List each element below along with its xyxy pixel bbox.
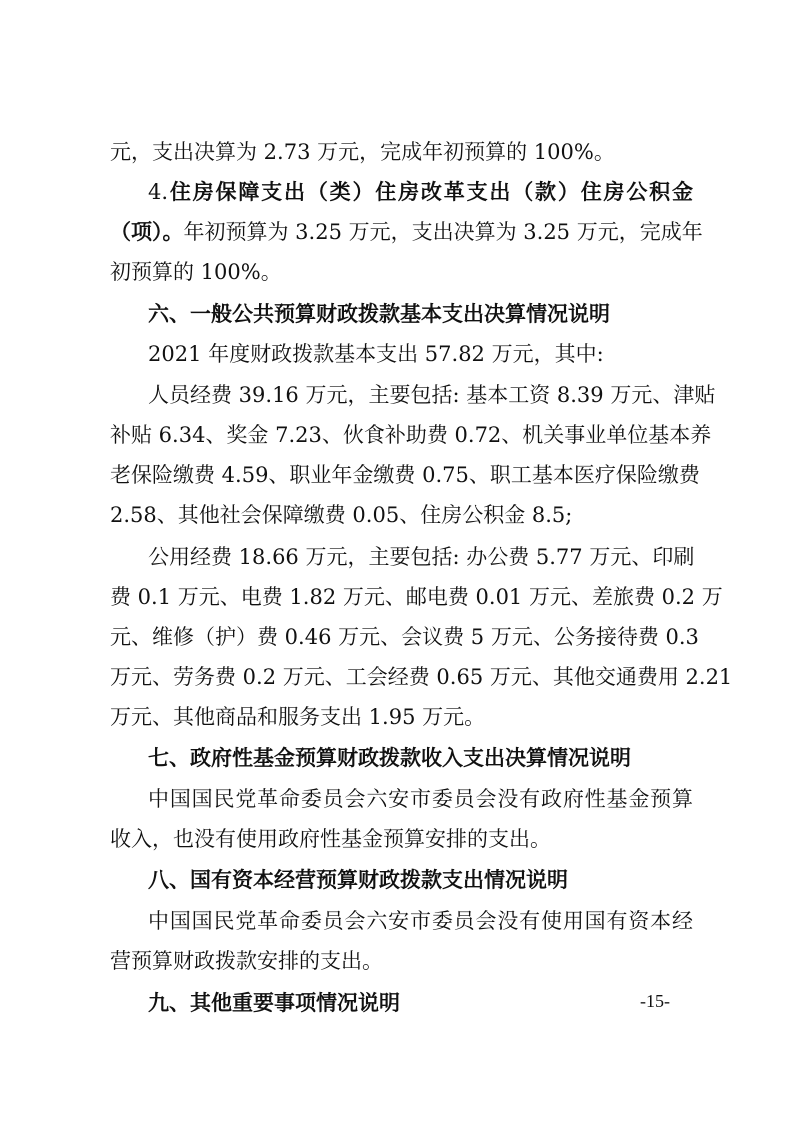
item-title-end: （项）。: [110, 220, 184, 244]
page-number: -15-: [640, 991, 670, 1011]
section-heading-9: 九、其他重要事项情况说明: [148, 991, 400, 1015]
item-4-line: [148, 172, 693, 212]
paragraph-line: 人员经费 39.16 万元，主要包括: 基本工资 8.39 万元、津贴: [148, 383, 716, 407]
paragraph-line: 2.58、其他社会保障缴费 0.05、住房公积金 8.5;: [110, 503, 573, 527]
section-heading-6: 六、一般公共预算财政拨款基本支出决算情况说明: [148, 302, 610, 326]
paragraph-line: 补贴 6.34、奖金 7.23、伙食补助费 0.72、机关事业单位基本养: [110, 423, 712, 447]
item-4-line: [110, 212, 703, 252]
paragraph-line: 营预算财政拨款安排的支出。: [110, 949, 383, 973]
paragraph-line: 费 0.1 万元、电费 1.82 万元、邮电费 0.01 万元、差旅费 0.2 万: [110, 585, 723, 609]
item-number: 4.: [148, 180, 169, 204]
section-heading-8: 八、国有资本经营预算财政拨款支出情况说明: [148, 868, 568, 892]
paragraph-line: 中国国民党革命委员会六安市委员会没有政府性基金预算: [148, 787, 693, 811]
paragraph-line: 初预算的 100%。: [110, 260, 282, 284]
item-text: 年初预算为 3.25 万元，支出决算为 3.25 万元，完成年: [183, 220, 703, 244]
paragraph-line: 元、维修（护）费 0.46 万元、会议费 5 万元、公务接待费 0.3: [110, 625, 699, 649]
paragraph-line: 元，支出决算为 2.73 万元，完成年初预算的 100%。: [110, 140, 615, 164]
paragraph-line: 万元、劳务费 0.2 万元、工会经费 0.65 万元、其他交通费用 2.21: [110, 665, 733, 689]
paragraph-line: 中国国民党革命委员会六安市委员会没有使用国有资本经: [148, 909, 693, 933]
paragraph-line: 公用经费 18.66 万元，主要包括: 办公费 5.77 万元、印刷: [148, 545, 695, 569]
paragraph-line: 老保险缴费 4.59、职业年金缴费 0.75、职工基本医疗保险缴费: [110, 463, 700, 487]
item-title: 住房保障支出（类）住房改革支出（款）住房公积金: [168, 180, 693, 204]
paragraph-line: 收入，也没有使用政府性基金预算安排的支出。: [110, 827, 551, 851]
section-heading-7: 七、政府性基金预算财政拨款收入支出决算情况说明: [148, 746, 631, 770]
paragraph-line: 2021 年度财政拨款基本支出 57.82 万元，其中:: [148, 342, 604, 366]
paragraph-line: 万元、其他商品和服务支出 1.95 万元。: [110, 705, 486, 729]
